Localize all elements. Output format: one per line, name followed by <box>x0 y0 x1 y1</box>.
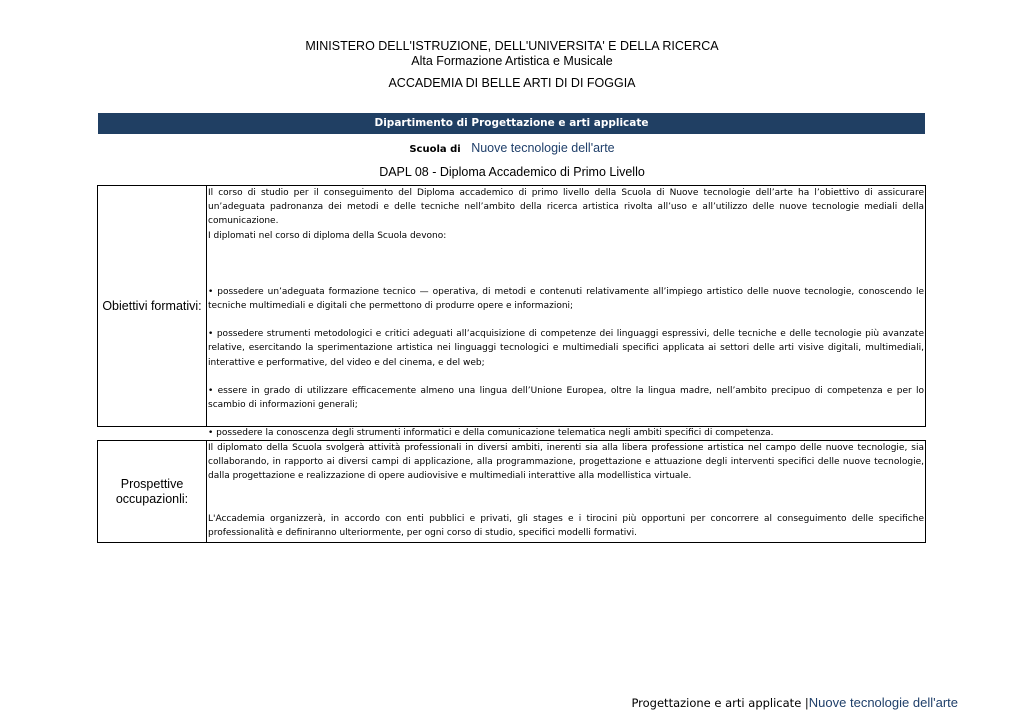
prospects-paragraph: Il diplomato della Scuola svolgerà attività professionali in diversi ambiti, inerenti sia alla libera professione artistica nel campo delle nuove tecnologie, sia collaborando, in rapporto ai diversi campi di applicazione, alla programmazione, progettazione e attuazione degli interventi specifici delle nuove tecnologie, dalla progettazione e realizzazione di opere audiovisive e multimediali interattive alla modellistica virtuale. <box>208 443 924 482</box>
objectives-table <box>97 185 926 439</box>
prospects-table <box>97 440 926 543</box>
objectives-text <box>207 186 925 439</box>
prospects-label: Prospettive occupazionli: <box>98 441 207 542</box>
prospects-paragraph: L'Accademia organizzerà, in accordo con enti pubblici e privati, gli stages e i tirocini più opportuni per concorrere al conseguimento delle specifiche professionalità e definiranno ulteriormente, per ogni corso di studio, specifici modelli formativi. <box>208 513 924 538</box>
footer-school: Nuove tecnologie dell'arte <box>808 695 958 710</box>
objective-bullet: • possedere la conoscenza degli strumenti informatici e della comunicazione telematica negli ambiti specifici di competenza. <box>208 428 774 439</box>
objectives-intro: Il corso di studio per il conseguimento del Diploma accademico di primo livello della Scuola di Nuove tecnologie dell’arte ha l’obiettivo di assicurare un’adeguata padronanza dei metodi e delle tecniche nell’ambito della ricerca artistica rivolta all’uso e all’utilizzo delle nuove tecnologie mediali della comunicazione. <box>208 188 924 227</box>
footer-department: Progettazione e arti applicate | <box>631 696 809 710</box>
afam-subtitle: Alta Formazione Artistica e Musicale <box>411 54 613 68</box>
academy-title: ACCADEMIA DI BELLE ARTI DI DI FOGGIA <box>388 76 636 90</box>
school-label: Scuola di <box>409 144 461 155</box>
objective-bullet: • possedere un’adeguata formazione tecnico — operativa, di metodi e contenuti relativamente all’impiego artistico delle nuove tecnologie, conoscendo le tecniche multimediali e digitali che permettono di produrre opere e informazioni; <box>208 286 924 312</box>
school-line <box>0 139 1024 157</box>
school-name: Nuove tecnologie dell'arte <box>471 141 615 155</box>
objective-bullet: • essere in grado di utilizzare efficacemente almeno una lingua dell’Unione Europea, oltre la lingua madre, nell’ambito precipuo di competenza e per lo scambio di informazioni generali; <box>208 385 924 411</box>
prospects-text <box>207 441 925 542</box>
objective-bullet: • possedere strumenti metodologici e critici adeguati all’acquisizione di competenze dei linguaggi espressivi, delle tecniche e delle tecnologie più avanzate relative, esercitando la sperimentazione artistica nei linguaggi tecnologici e multimediali specifici applicata ai settori delle arti visive digitali, multimediali, interattive e performative, del video e del cinema, e del web; <box>208 329 924 368</box>
ministry-title: MINISTERO DELL'ISTRUZIONE, DELL'UNIVERSITA' E DELLA RICERCA <box>305 39 719 53</box>
department-banner: Dipartimento di Progettazione e arti applicate <box>98 113 925 134</box>
objectives-intro2: I diplomati nel corso di diploma della Scuola devono: <box>208 230 447 241</box>
page-footer <box>631 695 958 710</box>
course-title: DAPL 08 - Diploma Accademico di Primo Livello <box>379 165 645 179</box>
objectives-label: Obiettivi formativi: <box>98 186 207 426</box>
